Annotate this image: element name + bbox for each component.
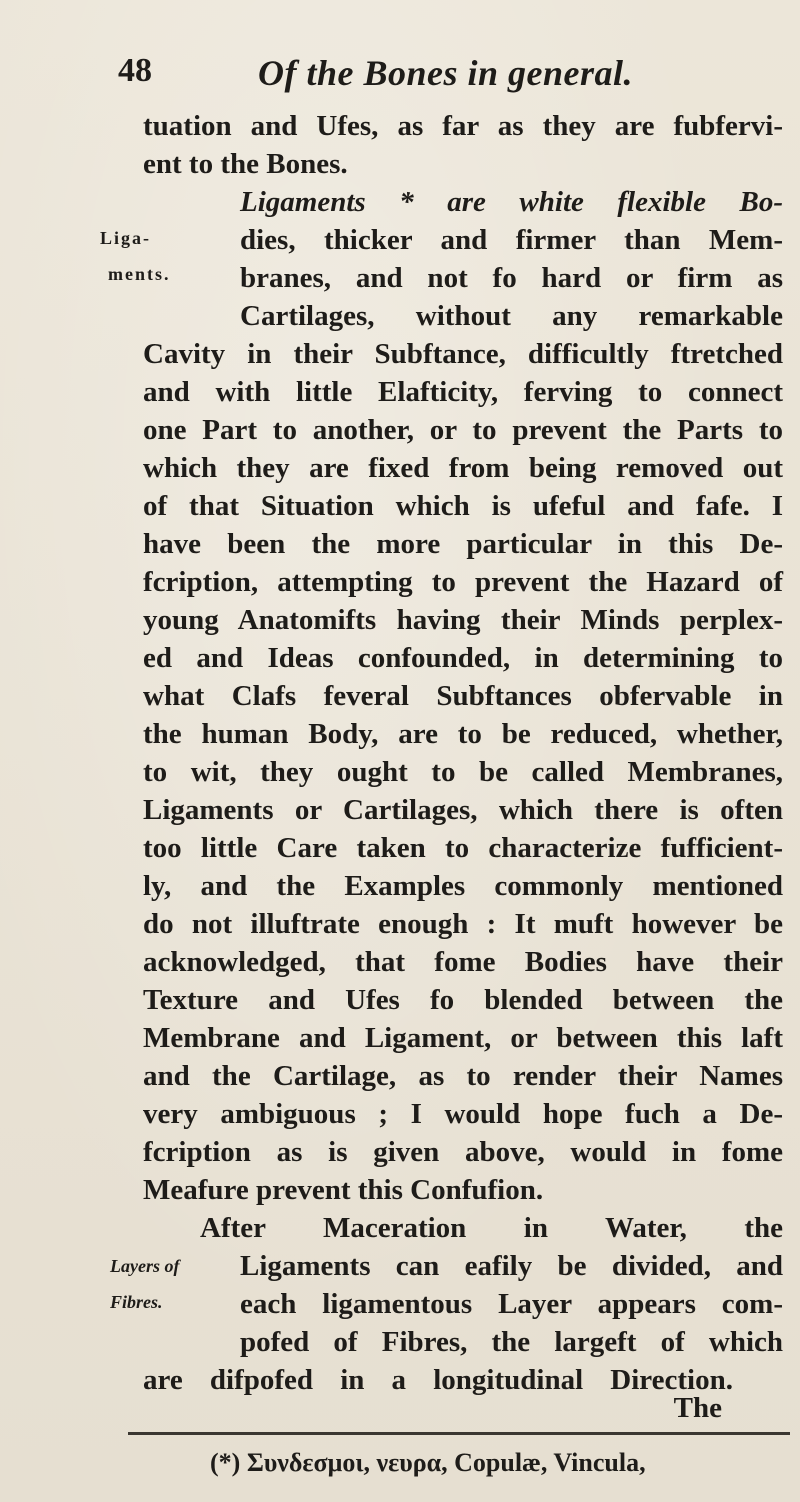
text-line: young Anatomifts having their Minds perplex- — [143, 604, 783, 636]
text-line: of that Situation which is ufeful and fafe. I — [143, 490, 783, 522]
text-line: Cavity in their Subftance, difficultly ftretched — [143, 338, 783, 370]
text-line: branes, and not fo hard or firm as — [240, 262, 783, 294]
text-line: pofed of Fibres, the largeft of which — [240, 1326, 783, 1358]
text-line: very ambiguous ; I would hope fuch a De- — [143, 1098, 783, 1130]
text-line: do not illuftrate enough : It muft however be — [143, 908, 783, 940]
text-line: ent to the Bones. — [143, 148, 348, 180]
margin-note-ligaments: Liga- — [100, 228, 152, 248]
text-line: fcription, attempting to prevent the Hazard of — [143, 566, 783, 598]
text-line: have been the more particular in this De- — [143, 528, 783, 560]
text-line: tuation and Ufes, as far as they are fubfervi- — [143, 110, 783, 142]
text-line: ed and Ideas confounded, in determining to — [143, 642, 783, 674]
text-line: ly, and the Examples commonly mentioned — [143, 870, 783, 902]
text-line: and with little Elafticity, ferving to connect — [143, 376, 783, 408]
text-line: Meafure prevent this Confufion. — [143, 1174, 544, 1206]
catchword: The — [673, 1392, 722, 1424]
text-line: After Maceration in Water, the — [200, 1212, 783, 1244]
page-number: 48 — [118, 52, 152, 89]
text-line: dies, thicker and firmer than Mem- — [240, 224, 783, 256]
text-line: too little Care taken to characterize fufficient- — [143, 832, 783, 864]
running-head — [118, 52, 758, 102]
text-line: acknowledged, that fome Bodies have their — [143, 946, 783, 978]
text-line: which they are fixed from being removed out — [143, 452, 783, 484]
margin-note-layers: Layers of — [110, 1256, 180, 1276]
text-line-content: Ligaments * are white flexible Bo- — [240, 186, 783, 218]
text-line: and the Cartilage, as to render their Names — [143, 1060, 783, 1092]
text-line: Ligaments can eafily be divided, and — [240, 1250, 783, 1282]
text-line: are difpofed in a longitudinal Direction. — [143, 1364, 733, 1396]
text-line: Cartilages, without any remarkable — [240, 300, 783, 332]
text-line: fcription as is given above, would in fome — [143, 1136, 783, 1168]
footnote-rule — [128, 1432, 790, 1435]
text-line: each ligamentous Layer appears com- — [240, 1288, 783, 1320]
running-head-title: Of the Bones in general. — [258, 53, 634, 93]
margin-note-ligaments-2: ments. — [108, 264, 171, 284]
footnote: (*) Συνδεσμοι, νευρα, Copulæ, Vincula, — [210, 1448, 646, 1477]
text-line: the human Body, are to be reduced, whether, — [143, 718, 783, 750]
text-line: to wit, they ought to be called Membranes, — [143, 756, 783, 788]
text-line: what Clafs feveral Subftances obfervable in — [143, 680, 783, 712]
text-line: Ligaments or Cartilages, which there is often — [143, 794, 783, 826]
text-line: Texture and Ufes fo blended between the — [143, 984, 783, 1016]
text-line: Membrane and Ligament, or between this laft — [143, 1022, 783, 1054]
margin-note-fibres: Fibres. — [110, 1292, 163, 1312]
text-line: one Part to another, or to prevent the Parts to — [143, 414, 783, 446]
text-line — [240, 184, 783, 220]
